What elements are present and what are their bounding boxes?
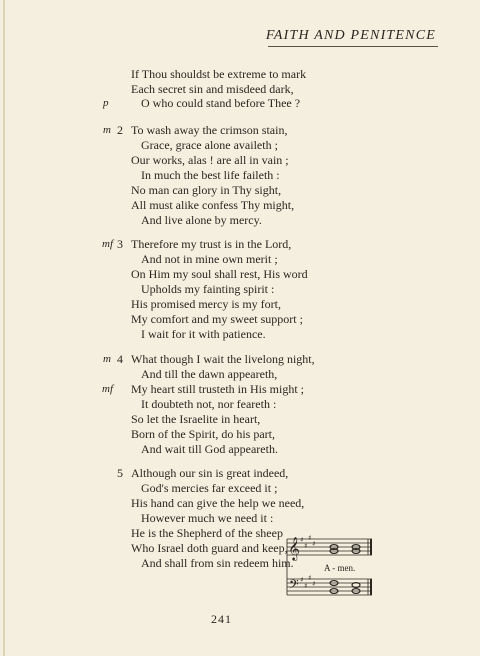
verse-line: And live alone by mercy. [141,213,262,227]
verse-line: Grace, grace alone availeth ; [141,138,278,152]
page-number: 241 [211,612,232,626]
header-rule [268,46,438,47]
treble-clef-icon: 𝄞 [288,536,300,560]
verse-line: So let the Israelite in heart, [131,412,261,426]
verse-line: His promised mercy is my fort, [131,297,281,311]
verse-line: God's mercies far exceed it ; [141,481,278,495]
svg-text:♯: ♯ [304,582,308,590]
verse-line: Each secret sin and misdeed dark, [131,82,294,96]
verse-line: To wash away the crimson stain, [131,123,288,137]
verse-line: I wait for it with patience. [141,327,266,341]
svg-text:♯: ♯ [300,536,304,544]
page-edge [3,0,5,656]
verse-line: And shall from sin redeem him. [141,556,294,570]
bass-clef-icon: 𝄢 [289,577,299,595]
verse-line: And till the dawn appeareth, [141,367,278,381]
amen-lyric: A - men. [324,563,356,573]
svg-text:♯: ♯ [308,534,312,542]
verse-line: Upholds my fainting spirit : [141,282,275,296]
amen-music-notation [284,533,374,603]
verse-line: My heart still trusteth in His might ; [131,382,304,396]
svg-text:♯: ♯ [312,540,316,548]
verse-line: Our works, alas ! are all in vain ; [131,153,289,167]
dynamic-marking: mf [102,383,113,395]
verse-line: Born of the Spirit, do his part, [131,427,275,441]
verse-line: He is the Shepherd of the sheep [131,526,283,540]
dynamic-marking: m [103,124,111,136]
svg-text:♯: ♯ [308,574,312,582]
verse-line: And wait till God appeareth. [141,442,278,456]
key-signature-sharps-icon [300,534,315,590]
verse-line: O who could stand before Thee ? [141,96,301,110]
verse-line: What though I wait the livelong night, [131,352,315,366]
verse-line: Who Israel doth guard and keep, [131,541,288,555]
amen-staff-svg [284,533,374,603]
verse-line: If Thou shouldst be extreme to mark [131,67,307,81]
verse-line: Although our sin is great indeed, [131,466,289,480]
dynamic-marking: m [103,353,111,365]
page-header-title: FAITH AND PENITENCE [265,28,436,43]
verse-number: 4 [117,352,123,366]
verse-line: No man can glory in Thy sight, [131,183,282,197]
verse-line: However much we need it : [141,511,274,525]
verse-line: It doubteth not, nor feareth : [141,397,277,411]
verse-line: My comfort and my sweet support ; [131,312,303,326]
dynamic-marking: p [103,97,109,109]
svg-text:♯: ♯ [300,576,304,584]
verse-line: Therefore my trust is in the Lord, [131,237,292,251]
verse-line: On Him my soul shall rest, His word [131,267,308,281]
svg-text:♯: ♯ [312,580,316,588]
verse-line: And not in mine own merit ; [141,252,278,266]
dynamic-marking: mf [102,238,113,250]
verse-line: His hand can give the help we need, [131,496,305,510]
verse-number: 2 [117,123,123,137]
svg-text:♯: ♯ [304,542,308,550]
verse-number: 3 [117,237,123,251]
verse-number: 5 [117,466,123,480]
verse-line: In much the best life faileth : [141,168,280,182]
verse-line: All must alike confess Thy might, [131,198,295,212]
